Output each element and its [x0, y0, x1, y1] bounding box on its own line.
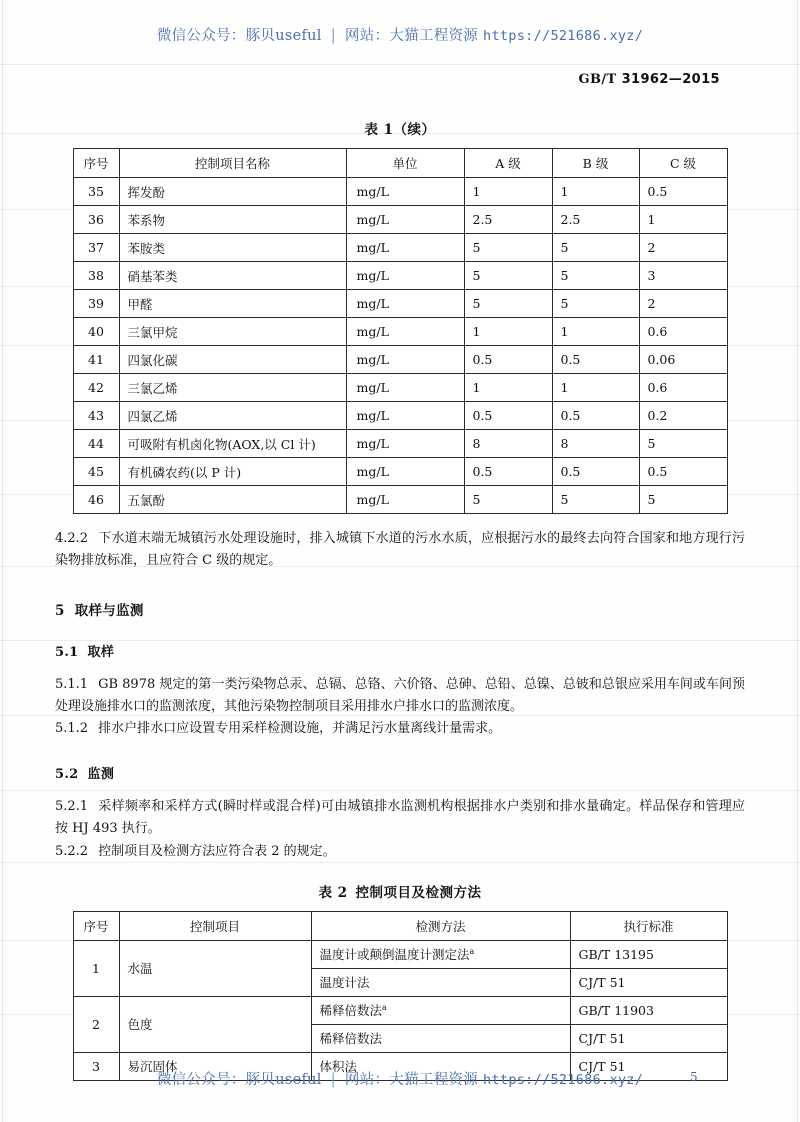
- cell-name: 四氯化碳: [119, 346, 346, 374]
- footnote-marker: a: [469, 947, 475, 957]
- table-row: [73, 458, 727, 486]
- table2-header-row: [73, 911, 727, 940]
- cell-no: 40: [73, 318, 119, 346]
- method-text: 温度计法: [319, 975, 370, 991]
- standard-number: 31962—2015: [621, 72, 720, 87]
- cell-no: 38: [73, 262, 119, 290]
- cell-unit: mg/L: [346, 430, 464, 458]
- watermark-site-label: 网站：大猫工程资源: [344, 1072, 479, 1088]
- cell-standard: GB/T 13195: [570, 940, 727, 968]
- cell-grade-c: 0.5: [639, 458, 727, 486]
- table1-caption-suffix: （续）: [393, 122, 436, 138]
- table2-caption-title: 控制项目及检测方法: [355, 884, 482, 901]
- watermark-separator: |: [330, 28, 336, 44]
- cell-grade-a: 0.5: [464, 346, 552, 374]
- table-row: [73, 402, 727, 430]
- section-5-1-body: [55, 674, 745, 741]
- cell-method: [311, 1024, 570, 1052]
- cell-unit: mg/L: [346, 486, 464, 514]
- method-text: 体积法: [319, 1059, 358, 1075]
- section-5-title: 取样与监测: [74, 602, 144, 619]
- cell-unit: mg/L: [346, 290, 464, 318]
- watermark-wechat-label: 微信公众号：豚贝useful: [156, 1072, 322, 1088]
- watermark-separator: |: [330, 1072, 336, 1088]
- clause-5-2-2: [55, 841, 745, 863]
- clause-4-2-2-number: 4.2.2: [55, 531, 89, 546]
- table2-caption: [55, 881, 745, 901]
- cell-method: [311, 996, 570, 1024]
- cell-grade-a: 1: [464, 318, 552, 346]
- table-row: [73, 290, 727, 318]
- cell-unit: mg/L: [346, 402, 464, 430]
- clause-5-2-2-text: 控制项目及检测方法应符合表 2 的规定。: [98, 843, 336, 859]
- cell-unit: mg/L: [346, 206, 464, 234]
- table1-header-row: [73, 149, 727, 178]
- cell-name: 五氯酚: [119, 486, 346, 514]
- section-5-2-heading: [55, 763, 745, 782]
- cell-name: 甲醛: [119, 290, 346, 318]
- cell-grade-b: 0.5: [552, 458, 639, 486]
- cell-grade-c: 5: [639, 486, 727, 514]
- clause-5-2-1: [55, 796, 745, 841]
- section-5-2-title: 监测: [87, 766, 115, 782]
- cell-no: 43: [73, 402, 119, 430]
- cell-no: 39: [73, 290, 119, 318]
- cell-no: 1: [73, 940, 119, 996]
- clause-4-2-2: [55, 528, 745, 573]
- table-row: [73, 486, 727, 514]
- cell-grade-c: 0.06: [639, 346, 727, 374]
- cell-no: 37: [73, 234, 119, 262]
- cell-grade-b: 0.5: [552, 346, 639, 374]
- cell-grade-b: 5: [552, 262, 639, 290]
- cell-unit: mg/L: [346, 346, 464, 374]
- cell-name: 可吸附有机卤化物(AOX,以 Cl 计): [119, 430, 346, 458]
- table-row: [73, 262, 727, 290]
- scan-artifact-line: [0, 64, 800, 65]
- cell-grade-c: 2: [639, 234, 727, 262]
- cell-no: 45: [73, 458, 119, 486]
- cell-grade-c: 2: [639, 290, 727, 318]
- cell-name: 苯胺类: [119, 234, 346, 262]
- table-row: [73, 996, 727, 1024]
- cell-item: 易沉固体: [119, 1052, 311, 1080]
- cell-grade-c: 0.2: [639, 402, 727, 430]
- watermark-url[interactable]: https://521686.xyz/: [483, 1072, 644, 1088]
- clause-5-2-2-number: 5.2.2: [55, 843, 89, 859]
- cell-name: 三氯乙烯: [119, 374, 346, 402]
- cell-method: [311, 968, 570, 996]
- watermark-wechat-label: 微信公众号：豚贝useful: [156, 28, 322, 44]
- cell-grade-a: 5: [464, 486, 552, 514]
- section-5-1-number: 5.1: [55, 644, 79, 660]
- cell-standard: GB/T 11903: [570, 996, 727, 1024]
- table1-col-name: 控制项目名称: [119, 149, 346, 178]
- table-row: [73, 178, 727, 206]
- watermark-url[interactable]: https://521686.xyz/: [483, 28, 644, 44]
- cell-grade-c: 3: [639, 262, 727, 290]
- clause-4-2-2-block: [55, 528, 745, 573]
- page-edge-right: [797, 0, 798, 1122]
- cell-no: 2: [73, 996, 119, 1052]
- cell-grade-c: 0.6: [639, 374, 727, 402]
- clause-5-1-1: [55, 674, 745, 719]
- cell-method: [311, 940, 570, 968]
- table1-col-no: 序号: [73, 149, 119, 178]
- section-5-2-number: 5.2: [55, 766, 79, 782]
- cell-grade-a: 2.5: [464, 206, 552, 234]
- clause-5-2-1-number: 5.2.1: [55, 798, 89, 814]
- clause-5-1-2-number: 5.1.2: [55, 721, 89, 737]
- cell-grade-b: 0.5: [552, 402, 639, 430]
- cell-grade-a: 5: [464, 290, 552, 318]
- method-text: 温度计或颠倒温度计测定法: [319, 947, 470, 963]
- cell-grade-b: 1: [552, 178, 639, 206]
- watermark-site-label: 网站：大猫工程资源: [344, 28, 479, 44]
- clause-5-1-1-number: 5.1.1: [55, 676, 89, 692]
- cell-no: 42: [73, 374, 119, 402]
- clause-5-1-2: [55, 718, 745, 740]
- cell-no: 44: [73, 430, 119, 458]
- page-number: 5: [690, 1070, 698, 1084]
- cell-grade-a: 1: [464, 374, 552, 402]
- method-text: 稀释倍数法: [319, 1031, 383, 1047]
- table2-col-standard: 执行标准: [570, 911, 727, 940]
- table1-col-unit: 单位: [346, 149, 464, 178]
- section-5-number: 5: [55, 602, 65, 619]
- cell-unit: mg/L: [346, 234, 464, 262]
- table1-col-grade-c: C 级: [639, 149, 727, 178]
- cell-no: 41: [73, 346, 119, 374]
- standard-prefix: GB/T: [578, 72, 617, 87]
- cell-grade-c: 0.6: [639, 318, 727, 346]
- cell-grade-a: 5: [464, 262, 552, 290]
- table-row: [73, 234, 727, 262]
- section-5-1-heading: [55, 641, 745, 660]
- cell-grade-b: 5: [552, 290, 639, 318]
- cell-grade-c: 1: [639, 206, 727, 234]
- cell-grade-a: 0.5: [464, 402, 552, 430]
- cell-grade-c: 0.5: [639, 178, 727, 206]
- cell-no: 46: [73, 486, 119, 514]
- table-1-pollutant-limits: [73, 148, 728, 514]
- cell-grade-a: 5: [464, 234, 552, 262]
- cell-unit: mg/L: [346, 262, 464, 290]
- clause-5-1-1-text: GB 8978 规定的第一类污染物总汞、总镉、总铬、六价铬、总砷、总铅、总镍、总铍和总银应采用车间或车间预处理设施排水口的监测浓度，其他污染物控制项目采用排水户排水口的监测浓度。: [55, 676, 745, 715]
- cell-grade-b: 5: [552, 486, 639, 514]
- table-row: [73, 940, 727, 968]
- table-row: [73, 206, 727, 234]
- cell-no: 35: [73, 178, 119, 206]
- table2-col-method: 检测方法: [311, 911, 570, 940]
- cell-unit: mg/L: [346, 178, 464, 206]
- table-2-control-items-methods: [73, 911, 728, 1081]
- method-text: 稀释倍数法: [319, 1003, 383, 1019]
- document-content: [55, 110, 745, 1081]
- cell-no: 36: [73, 206, 119, 234]
- table1-col-grade-a: A 级: [464, 149, 552, 178]
- cell-standard: CJ/T 51: [570, 1052, 727, 1080]
- table2-col-no: 序号: [73, 911, 119, 940]
- section-5-2-body: [55, 796, 745, 863]
- table1-col-grade-b: B 级: [552, 149, 639, 178]
- table1-caption-main: 表 1: [364, 122, 394, 138]
- table2-col-item: 控制项目: [119, 911, 311, 940]
- clause-4-2-2-text: 下水道末端无城镇污水处理设施时，排入城镇下水道的污水水质，应根据污水的最终去向符合国家和地方现行污染物排放标准，且应符合 C 级的规定。: [55, 531, 745, 569]
- table2-caption-main: 表 2: [318, 884, 348, 901]
- table-row: [73, 346, 727, 374]
- cell-unit: mg/L: [346, 374, 464, 402]
- cell-grade-a: 0.5: [464, 458, 552, 486]
- cell-item: 水温: [119, 940, 311, 996]
- footnote-marker: a: [382, 1003, 387, 1013]
- running-header-standard-id: [579, 72, 720, 87]
- cell-no: 3: [73, 1052, 119, 1080]
- cell-grade-a: 8: [464, 430, 552, 458]
- cell-name: 有机磷农药(以 P 计): [119, 458, 346, 486]
- clause-5-1-2-text: 排水户排水口应设置专用采样检测设施，并满足污水量离线计量需求。: [98, 721, 502, 737]
- cell-name: 挥发酚: [119, 178, 346, 206]
- cell-grade-b: 2.5: [552, 206, 639, 234]
- section-5-1-title: 取样: [87, 644, 115, 660]
- cell-name: 三氯甲烷: [119, 318, 346, 346]
- table-row: [73, 430, 727, 458]
- cell-name: 四氯乙烯: [119, 402, 346, 430]
- cell-name: 苯系物: [119, 206, 346, 234]
- table-row: [73, 374, 727, 402]
- table1-caption: [55, 118, 745, 138]
- cell-unit: mg/L: [346, 458, 464, 486]
- cell-standard: CJ/T 51: [570, 968, 727, 996]
- cell-unit: mg/L: [346, 318, 464, 346]
- cell-item: 色度: [119, 996, 311, 1052]
- section-5-heading: [55, 599, 745, 619]
- clause-5-2-1-text: 采样频率和采样方式(瞬时样或混合样)可由城镇排水监测机构根据排水户类别和排水量确定。样品保存和管理应按 HJ 493 执行。: [55, 798, 745, 837]
- cell-grade-b: 1: [552, 374, 639, 402]
- cell-grade-b: 8: [552, 430, 639, 458]
- cell-grade-c: 5: [639, 430, 727, 458]
- cell-name: 硝基苯类: [119, 262, 346, 290]
- cell-standard: CJ/T 51: [570, 1024, 727, 1052]
- cell-grade-a: 1: [464, 178, 552, 206]
- watermark-banner-top: [0, 24, 800, 45]
- table-row: [73, 318, 727, 346]
- cell-grade-b: 1: [552, 318, 639, 346]
- watermark-banner-bottom: [0, 1068, 800, 1089]
- page-edge-left: [2, 0, 3, 1122]
- cell-grade-b: 5: [552, 234, 639, 262]
